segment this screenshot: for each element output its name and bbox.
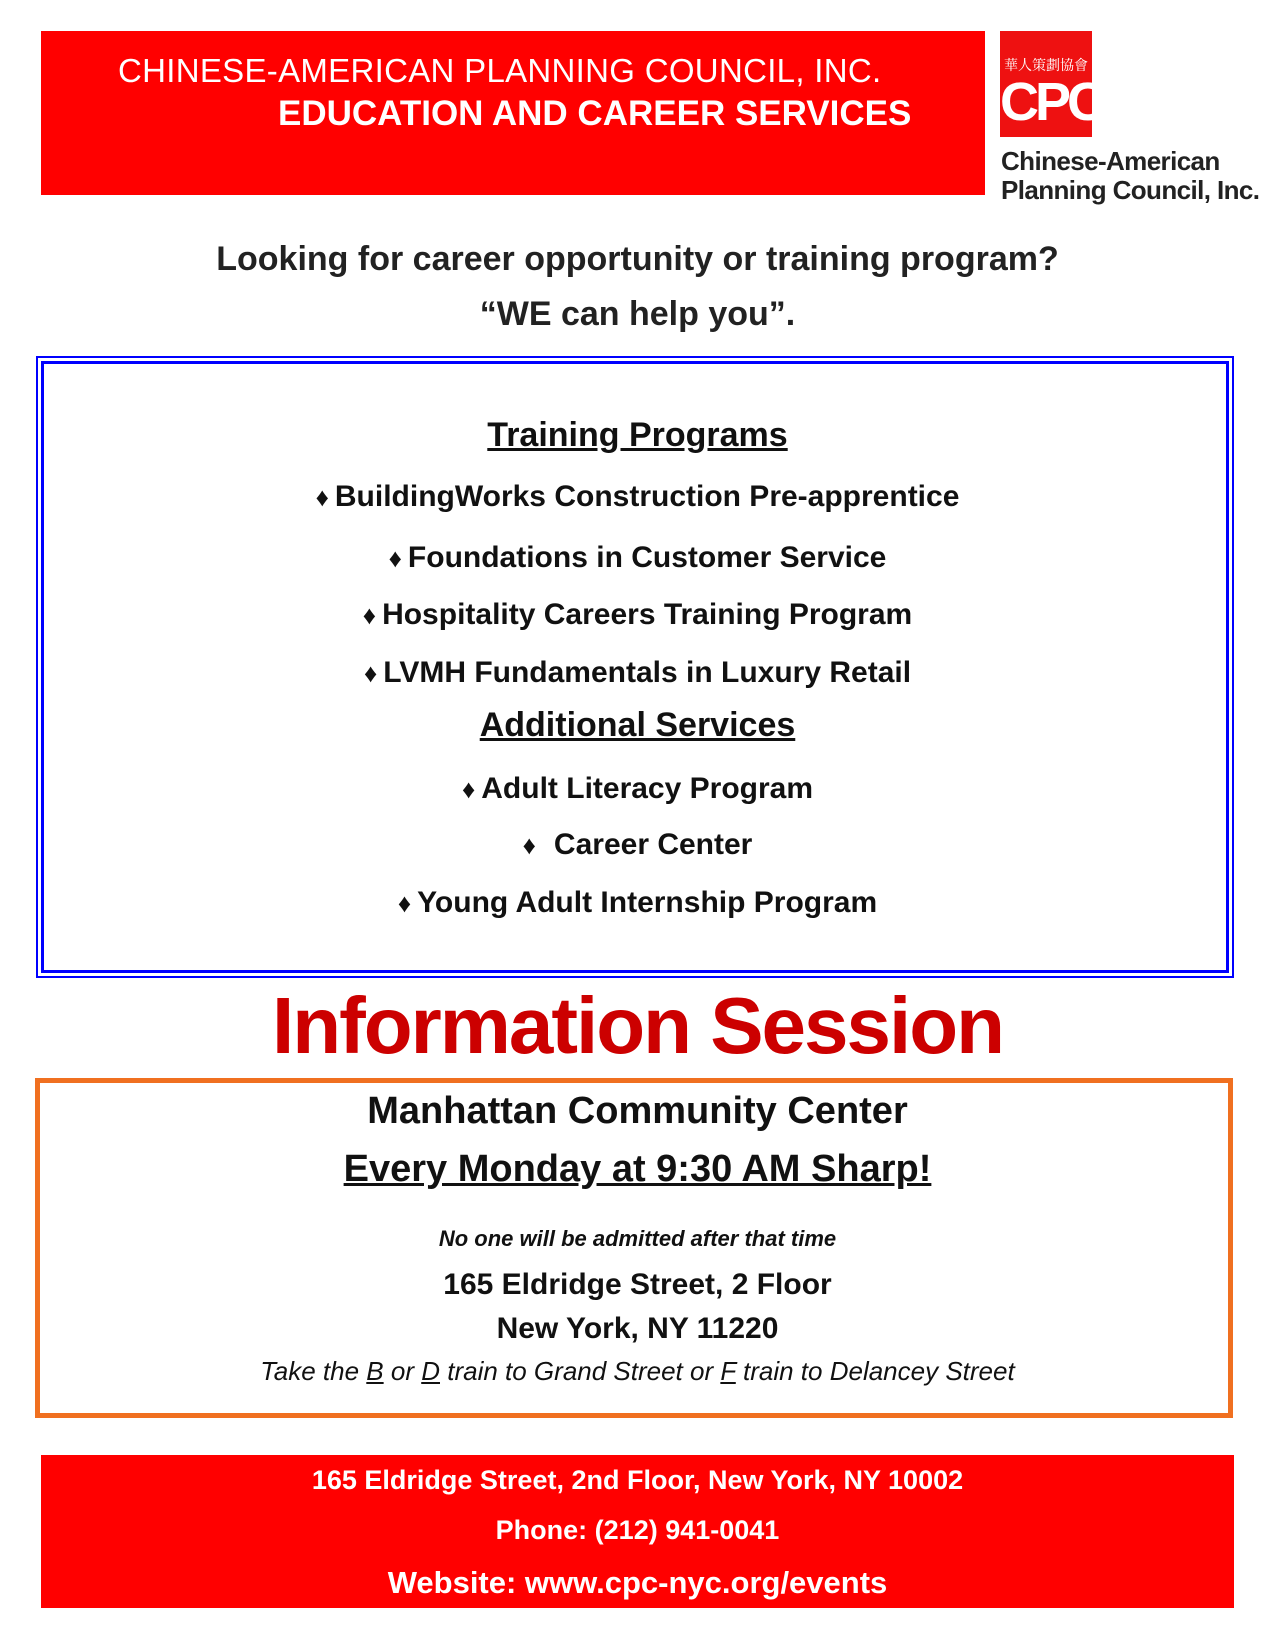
logo-org-line-1: Chinese-American — [1001, 146, 1220, 176]
session-time: Every Monday at 9:30 AM Sharp! — [343, 1148, 932, 1190]
department-name: EDUCATION AND CAREER SERVICES — [278, 94, 912, 133]
tagline-answer: “WE can help you”. — [479, 295, 796, 333]
footer-address: 165 Eldridge Street, 2nd Floor, New York, NY 10002 — [311, 1465, 964, 1495]
session-address-line-1: 165 Eldridge Street, 2 Floor — [443, 1268, 832, 1301]
diamond-bullet-icon: ♦ — [397, 888, 412, 918]
list-item: ♦ LVMH Fundamentals in Luxury Retail — [363, 656, 912, 689]
session-address-line-2: New York, NY 11220 — [496, 1312, 779, 1345]
session-location: Manhattan Community Center — [367, 1090, 908, 1132]
list-item: ♦ Foundations in Customer Service — [388, 541, 887, 574]
list-item: ♦ Adult Literacy Program — [461, 772, 814, 805]
tagline-question: Looking for career opportunity or training program? — [216, 240, 1059, 278]
diamond-bullet-icon: ♦ — [315, 482, 329, 512]
diamond-bullet-icon: ♦ — [461, 774, 476, 804]
diamond-bullet-icon: ♦ — [522, 830, 536, 860]
logo-letters: CPC — [1000, 72, 1103, 132]
list-item: ♦ Career Center — [522, 828, 753, 861]
session-transit-directions: Take the B or D train to Grand Street or F train to Delancey Street — [260, 1356, 1015, 1386]
training-programs-heading: Training Programs — [487, 416, 788, 454]
diamond-bullet-icon: ♦ — [362, 600, 377, 630]
footer-phone: Phone: (212) 941-0041 — [495, 1515, 780, 1545]
session-admission-note: No one will be admitted after that time — [438, 1226, 837, 1251]
information-session-title: Information Session — [272, 981, 1003, 1070]
list-item: ♦ Hospitality Careers Training Program — [362, 598, 913, 631]
additional-services-heading: Additional Services — [479, 706, 796, 744]
org-name: CHINESE-AMERICAN PLANNING COUNCIL, INC. — [118, 52, 882, 89]
list-item: ♦ BuildingWorks Construction Pre-apprentice — [315, 480, 960, 513]
diamond-bullet-icon: ♦ — [363, 658, 378, 688]
list-item: ♦ Young Adult Internship Program — [397, 886, 878, 919]
footer-website: Website: www.cpc-nyc.org/events — [387, 1565, 888, 1600]
diamond-bullet-icon: ♦ — [388, 543, 402, 573]
cpc-logo — [1000, 31, 1103, 137]
logo-org-line-2: Planning Council, Inc. — [1001, 175, 1260, 205]
logo-chinese-text: 華人策劃協會 — [1004, 57, 1088, 73]
